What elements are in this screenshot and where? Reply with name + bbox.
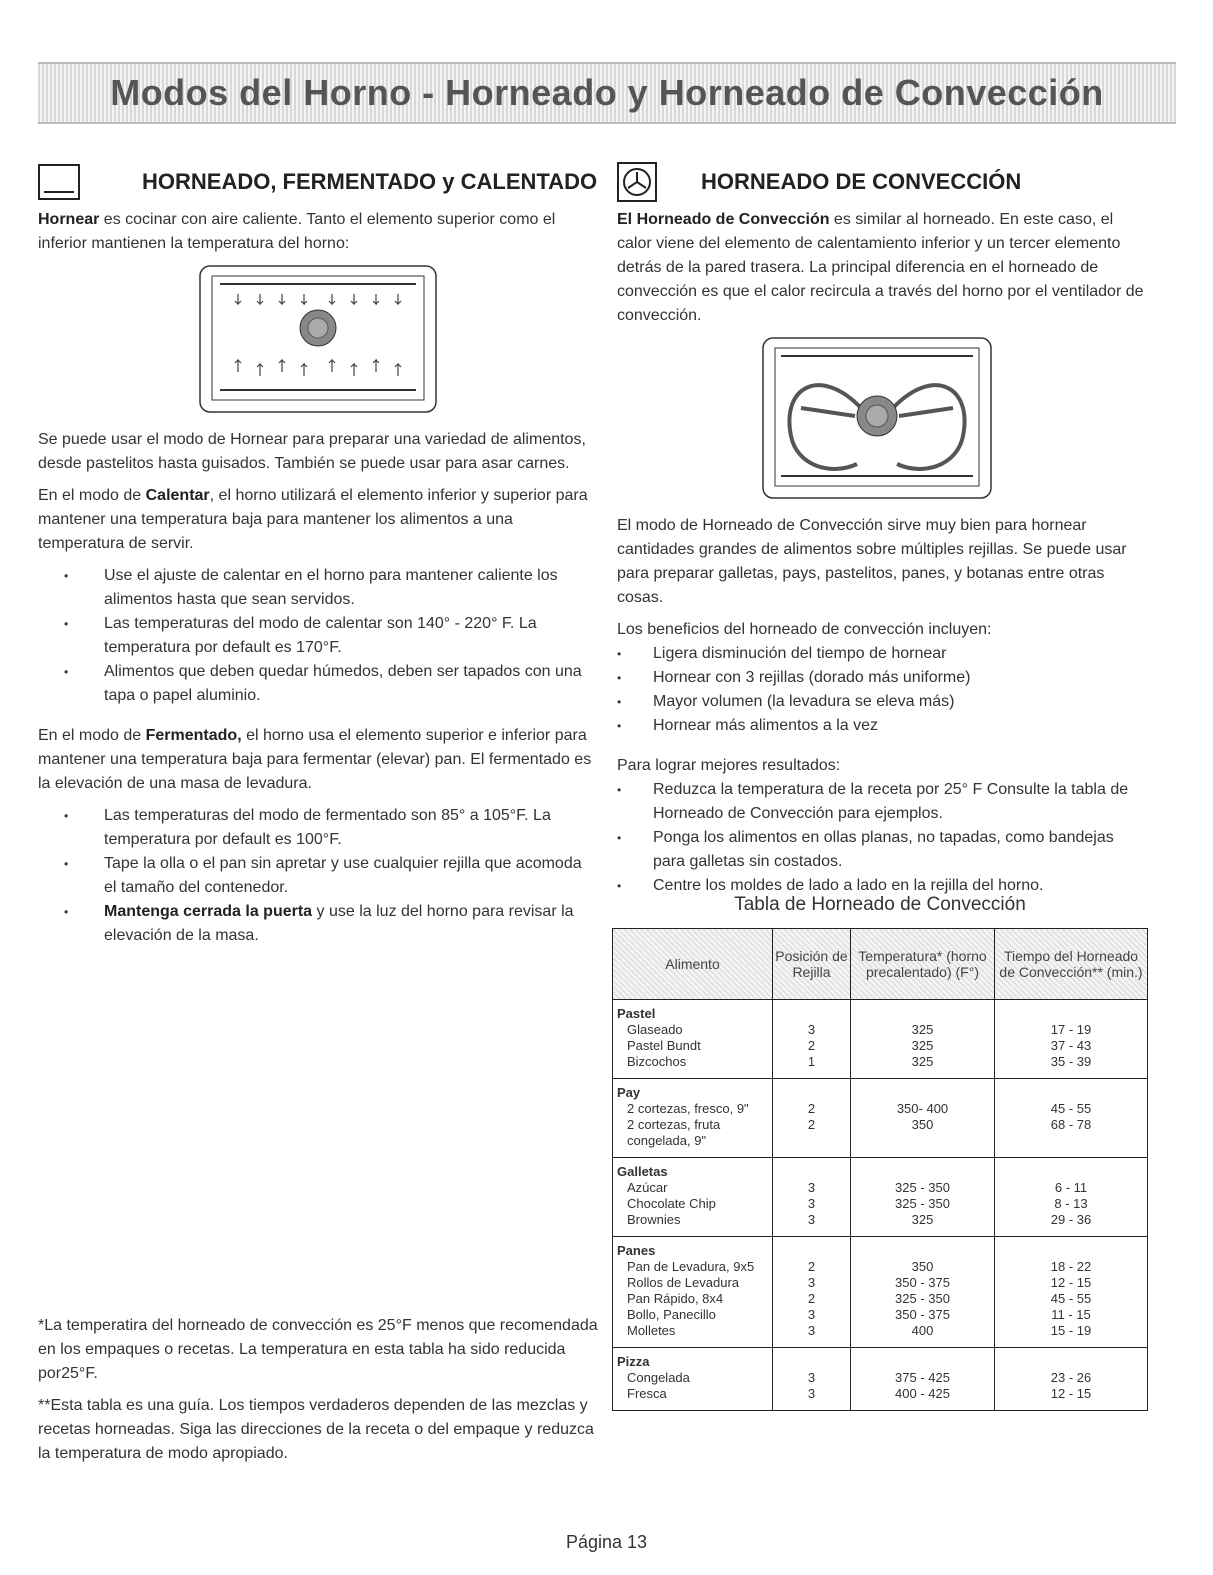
bake-intro-bold: Hornear (38, 211, 100, 228)
warm-para-pre: En el modo de (38, 487, 146, 504)
table-header: Posición de Rejilla (773, 929, 851, 1000)
list-item: • Reduzca la temperatura de la receta por 25° F Consulte la tabla de Horneado de Convección para ejemplos. (617, 778, 1149, 826)
table-value: 23 - 26 (1050, 1370, 1092, 1385)
table-header: Temperatura* (horno precalentado) (F°) (851, 929, 995, 1000)
food-item: 2 cortezas, fresco, 9" (627, 1101, 749, 1116)
table-cell (995, 1000, 1148, 1079)
table-cell (995, 1079, 1148, 1158)
food-group-name: Pay (617, 1085, 641, 1100)
spacer (777, 1237, 846, 1259)
proof-bullets (38, 804, 598, 948)
table-value: 2 (807, 1291, 816, 1306)
food-item: Glaseado (627, 1022, 683, 1037)
spacer (777, 1158, 846, 1180)
bake-section-header (38, 160, 598, 204)
spacer (855, 1158, 990, 1180)
table-value: 350 (911, 1117, 934, 1132)
table-value: 3 (807, 1370, 816, 1385)
table-value: 2 (807, 1259, 816, 1274)
bake-intro (38, 208, 598, 256)
convection-section-header (617, 160, 1149, 204)
table-value: 350 - 375 (895, 1275, 950, 1290)
table-value: 350 - 375 (895, 1307, 950, 1322)
spacer (999, 1079, 1143, 1101)
table-value: 325 (911, 1038, 934, 1053)
table-value: 325 - 350 (895, 1180, 950, 1195)
table-cell (613, 1000, 773, 1079)
warm-bullets (38, 564, 598, 708)
table-value (855, 1133, 990, 1149)
bake-section (38, 160, 598, 956)
table-value: 3 (807, 1307, 816, 1322)
table-value: 2 (807, 1038, 816, 1053)
list-item: • Hornear más alimentos a la vez (617, 714, 1149, 738)
table-value: 325 (911, 1212, 934, 1227)
table-cell (773, 1079, 851, 1158)
spacer (999, 1158, 1143, 1180)
table-cell (773, 1237, 851, 1348)
oven-bake-diagram (198, 264, 438, 414)
convection-fan-icon (617, 162, 657, 202)
spacer (777, 1348, 846, 1370)
table-cell (613, 1348, 773, 1411)
table-value: 17 - 19 (1050, 1022, 1092, 1037)
table-value: 12 - 15 (1050, 1275, 1092, 1290)
table-value: 2 (807, 1117, 816, 1132)
bake-intro-text: es cocinar con aire caliente. Tanto el elemento superior como el inferior mantienen la temperatura del horno: (38, 211, 556, 252)
table-value: 3 (807, 1275, 816, 1290)
bake-para-1: Se puede usar el modo de Hornear para preparar una variedad de alimentos, desde pastelitos hasta guisados. También se puede usar para asar carnes. (38, 431, 586, 472)
spacer (999, 1348, 1143, 1370)
proof-para-bold: Fermentado, (145, 727, 242, 744)
spacer (855, 1000, 990, 1022)
table-value: 325 (911, 1054, 934, 1069)
table-value: 3 (807, 1180, 816, 1195)
table-value: 400 - 425 (895, 1386, 950, 1401)
table-value (999, 1133, 1143, 1149)
table-value: 3 (807, 1323, 816, 1338)
benefits-bullets (617, 642, 1149, 738)
warm-para-bold: Calentar (145, 487, 210, 504)
food-item: Rollos de Levadura (627, 1275, 740, 1290)
table-value: 375 - 425 (895, 1370, 950, 1385)
table-value: 8 - 13 (1054, 1196, 1088, 1211)
table-value: 29 - 36 (1050, 1212, 1092, 1227)
benefits-heading: Los beneficios del horneado de convección incluyen: (617, 621, 992, 638)
list-item: • Ponga los alimentos en ollas planas, no tapadas, como bandejas para galletas sin costados. (617, 826, 1149, 874)
table-cell (851, 1237, 995, 1348)
convection-section (617, 160, 1149, 906)
table-value: 3 (807, 1386, 816, 1401)
table-cell (995, 1348, 1148, 1411)
table-value: 35 - 39 (1050, 1054, 1092, 1069)
table-cell (851, 1079, 995, 1158)
list-item (38, 900, 598, 948)
food-item: Pastel Bundt (627, 1038, 701, 1053)
table-value: 3 (807, 1196, 816, 1211)
convection-intro (617, 208, 1149, 328)
food-group-name: Pizza (617, 1354, 650, 1369)
table-cell (773, 1348, 851, 1411)
table-value: 3 (807, 1212, 816, 1227)
food-item: Bizcochos (627, 1054, 687, 1069)
table-header: Alimento (613, 929, 773, 1000)
convection-section-title: HORNEADO DE CONVECCIÓN (701, 169, 1022, 194)
table-value: 350 (911, 1259, 934, 1274)
table-value: 37 - 43 (1050, 1038, 1092, 1053)
table-cell (851, 1000, 995, 1079)
footnote-2: **Esta tabla es una guía. Los tiempos verdaderos dependen de las mezclas y recetas horneadas. Siga las direcciones de la receta o del empaque y reduzca la temperatura de modo apropiado. (38, 1397, 594, 1462)
bake-mode-icon (38, 164, 80, 200)
list-item: • Las temperaturas del modo de fermentado son 85° a 105°F. La temperatura por default es 100°F. (38, 804, 598, 852)
table-row (613, 1000, 1148, 1079)
table-value: 45 - 55 (1050, 1101, 1092, 1116)
food-item: Pan de Levadura, 9x5 (627, 1259, 755, 1274)
keep-door-closed-text: y use la luz del horno para revisar la elevación de la masa. (104, 903, 574, 944)
spacer (855, 1348, 990, 1370)
footnote-1: *La temperatira del horneado de convección es 25°F menos que recomendada en los empaques o recetas. La temperatura en esta tabla ha sido reducida por25°F. (38, 1317, 598, 1382)
table-value: 1 (807, 1054, 816, 1069)
food-item: Azúcar (627, 1180, 668, 1195)
table-header: Tiempo del Horneado de Convección** (min.) (995, 929, 1148, 1000)
table-value (777, 1133, 846, 1149)
food-item: congelada, 9" (627, 1133, 707, 1148)
table-footnotes (38, 1314, 598, 1474)
table-row (613, 1348, 1148, 1411)
proof-para (38, 724, 598, 796)
warm-para (38, 484, 598, 556)
food-group-name: Panes (617, 1243, 656, 1258)
food-group-name: Galletas (617, 1164, 668, 1179)
bake-section-title: HORNEADO, FERMENTADO y CALENTADO (142, 169, 598, 194)
spacer (855, 1079, 990, 1101)
warm-para-post: , el horno utilizará el elemento inferior y superior para mantener una temperatura baja para mantener los alimentos a una temperatura de servir. (38, 487, 588, 552)
table-value: 400 (911, 1323, 934, 1338)
food-item: Fresca (627, 1386, 667, 1401)
list-item: • Use el ajuste de calentar en el horno para mantener caliente los alimentos hasta que sean servidos. (38, 564, 598, 612)
table-value: 6 - 11 (1054, 1180, 1088, 1195)
table-value: 3 (807, 1022, 816, 1037)
spacer (777, 1079, 846, 1101)
table-value: 2 (807, 1101, 816, 1116)
spacer (999, 1000, 1143, 1022)
table-value: 350- 400 (896, 1101, 949, 1116)
list-item: • Hornear con 3 rejillas (dorado más uniforme) (617, 666, 1149, 690)
table-cell (613, 1079, 773, 1158)
table-cell (995, 1237, 1148, 1348)
food-item: 2 cortezas, fruta (627, 1117, 721, 1132)
table-cell (995, 1158, 1148, 1237)
table-cell (851, 1158, 995, 1237)
spacer (999, 1237, 1143, 1259)
proof-para-post: el horno usa el elemento superior e inferior para mantener una temperatura baja para fermentar (elevar) pan. El fermentado es la elevación de una masa de levadura. (38, 727, 592, 792)
page-title: Modos del Horno - Horneado y Horneado de Convección (110, 72, 1104, 113)
table-cell (773, 1158, 851, 1237)
food-item: Bollo, Panecillo (627, 1307, 716, 1322)
table-value: 325 (911, 1022, 934, 1037)
spacer (855, 1237, 990, 1259)
table-caption: Tabla de Horneado de Convección (734, 894, 1026, 915)
keep-door-closed-bold: Mantenga cerrada la puerta (104, 903, 313, 920)
table-value: 18 - 22 (1050, 1259, 1092, 1274)
food-item: Congelada (627, 1370, 690, 1385)
food-item: Chocolate Chip (627, 1196, 716, 1211)
table-value: 68 - 78 (1050, 1117, 1092, 1132)
list-item: • Mayor volumen (la levadura se eleva más) (617, 690, 1149, 714)
convection-intro-bold: El Horneado de Convección (617, 211, 830, 228)
table-cell (613, 1237, 773, 1348)
table-value: 45 - 55 (1050, 1291, 1092, 1306)
convection-baking-table (612, 928, 1148, 1411)
food-item: Brownies (627, 1212, 681, 1227)
food-item: Molletes (627, 1323, 676, 1338)
food-item: Pan Rápido, 8x4 (627, 1291, 724, 1306)
list-item: • Alimentos que deben quedar húmedos, deben ser tapados con una tapa o papel aluminio. (38, 660, 598, 708)
best-results-heading: Para lograr mejores resultados: (617, 757, 841, 774)
list-item: • Tape la olla o el pan sin apretar y use cualquier rejilla que acomoda el tamaño del contenedor. (38, 852, 598, 900)
page-banner (38, 62, 1176, 124)
table-row (613, 1079, 1148, 1158)
food-group-name: Pastel (617, 1006, 656, 1021)
list-item: • Centre los moldes de lado a lado en la rejilla del horno. (617, 874, 1149, 898)
best-results-bullets (617, 778, 1149, 898)
oven-convection-diagram (761, 336, 993, 500)
table-row (613, 1158, 1148, 1237)
proof-para-pre: En el modo de (38, 727, 146, 744)
table-value: 12 - 15 (1050, 1386, 1092, 1401)
table-cell (851, 1348, 995, 1411)
convection-para-1: El modo de Horneado de Convección sirve muy bien para hornear cantidades grandes de alimentos sobre múltiples rejillas. Se puede usar para preparar galletas, pays, pastelitos, panes, y botanas entre otras cosas. (617, 517, 1127, 606)
page-number: Página 13 (565, 1532, 648, 1552)
list-item: • Las temperaturas del modo de calentar son 140° - 220° F. La temperatura por default es 170°F. (38, 612, 598, 660)
spacer (777, 1000, 846, 1022)
table-value: 325 - 350 (895, 1196, 950, 1211)
table-cell (613, 1158, 773, 1237)
list-item: • Ligera disminución del tiempo de hornear (617, 642, 1149, 666)
table-value: 15 - 19 (1050, 1323, 1092, 1338)
convection-intro-text: es similar al horneado. En este caso, el calor viene del elemento de calentamiento inferior y un tercer elemento detrás de la pared trasera. La principal diferencia en el horneado de convección es que el calor recircula a través del horno por el ventilador de convección. (617, 211, 1144, 324)
table-value: 325 - 350 (895, 1291, 950, 1306)
table-cell (773, 1000, 851, 1079)
table-row (613, 1237, 1148, 1348)
table-value: 11 - 15 (1051, 1307, 1091, 1322)
